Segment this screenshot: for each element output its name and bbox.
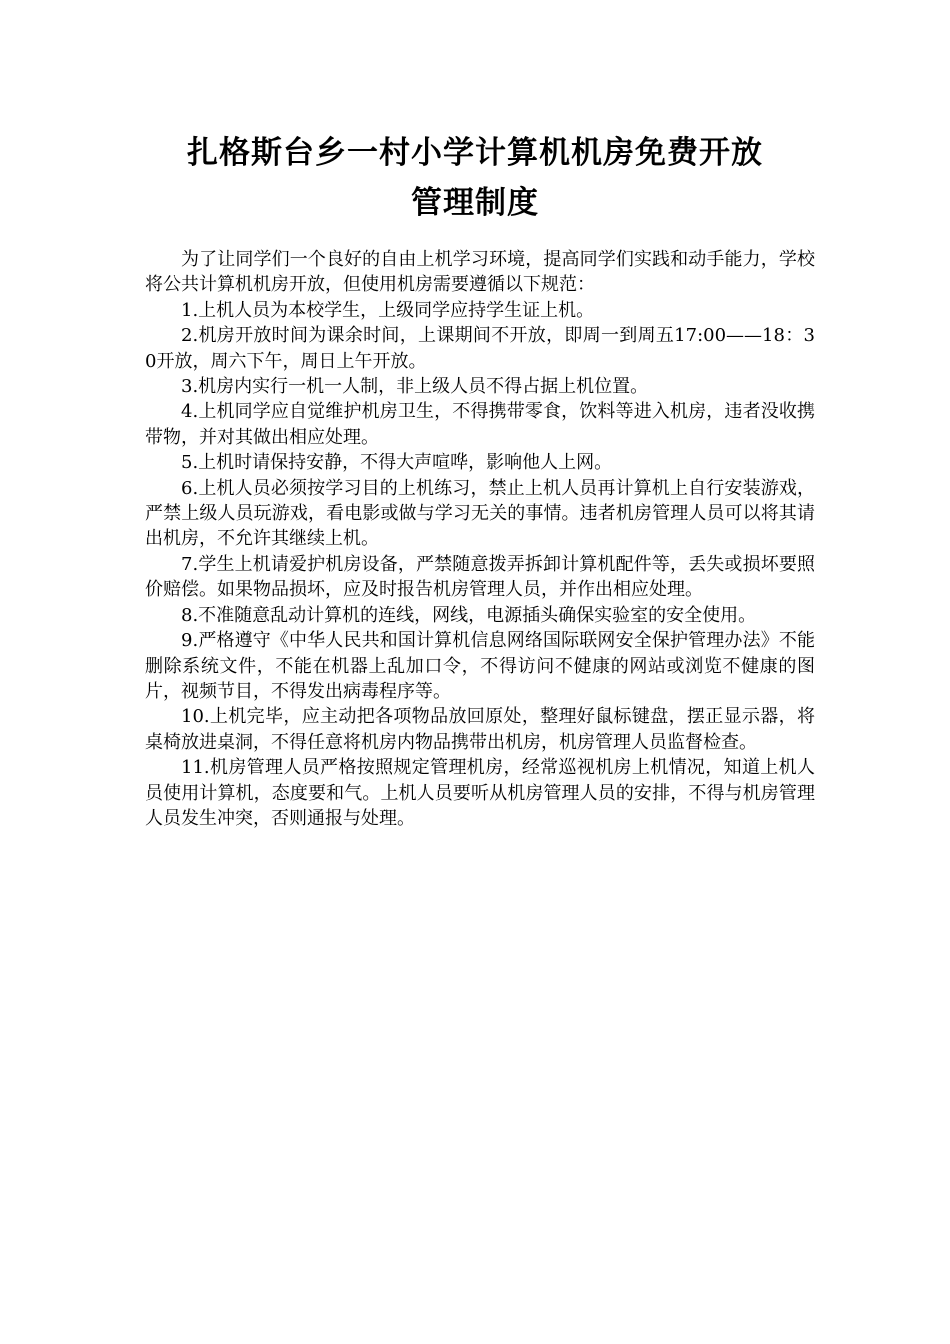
rule-4: 4.上机同学应自觉维护机房卫生，不得携带零食，饮料等进入机房，违者没收携带物，并对其做出相应处理。 bbox=[145, 401, 815, 448]
rule-11: 11.机房管理人员严格按照规定管理机房，经常巡视机房上机情况，知道上机人员使用计算机，态度要和气。上机人员要听从机房管理人员的安排，不得与机房管理人员发生冲突，否则通报与处理。 bbox=[145, 757, 815, 829]
rule-1: 1.上机人员为本校学生，上级同学应持学生证上机。 bbox=[181, 299, 595, 321]
document-title bbox=[120, 128, 830, 228]
intro-paragraph: 为了让同学们一个良好的自由上机学习环境，提高同学们实践和动手能力，学校将公共计算机机房开放，但使用机房需要遵循以下规范： bbox=[145, 249, 815, 296]
document-body bbox=[145, 247, 815, 831]
rule-6: 6.上机人员必须按学习目的上机练习，禁止上机人员再计算机上自行安装游戏，严禁上级人员玩游戏，看电影或做与学习无关的事情。违者机房管理人员可以将其请出机房，不允许其继续上机。 bbox=[145, 477, 815, 550]
rule-8: 8.不准随意乱动计算机的连线，网线，电源插头确保实验室的安全使用。 bbox=[181, 604, 757, 626]
title-line-2: 管理制度 bbox=[411, 185, 539, 221]
rule-7: 7.学生上机请爱护机房设备，严禁随意拨弄拆卸计算机配件等，丢失或损坏要照价赔偿。如果物品损坏，应及时报告机房管理人员，并作出相应处理。 bbox=[145, 553, 815, 601]
title-line-1: 扎格斯台乡一村小学计算机机房免费开放 bbox=[187, 135, 763, 171]
rule-10: 10.上机完毕，应主动把各项物品放回原处，整理好鼠标键盘，摆正显示器，将桌椅放进桌洞，不得任意将机房内物品携带出机房，机房管理人员监督检查。 bbox=[145, 706, 815, 753]
rule-3: 3.机房内实行一机一人制，非上级人员不得占据上机位置。 bbox=[181, 376, 649, 398]
rule-5: 5.上机时请保持安静，不得大声喧哗，影响他人上网。 bbox=[181, 452, 613, 474]
rule-9: 9.严格遵守《中华人民共和国计算机信息网络国际联网安全保护管理办法》不能删除系统文件，不能在机器上乱加口令，不得访问不健康的网站或浏览不健康的图片，视频节目，不得发出病毒程序等。 bbox=[145, 630, 815, 702]
rule-2: 2.机房开放时间为课余时间，上课期间不开放，即周一到周五17:00——18：30开放，周六下午，周日上午开放。 bbox=[145, 325, 815, 372]
